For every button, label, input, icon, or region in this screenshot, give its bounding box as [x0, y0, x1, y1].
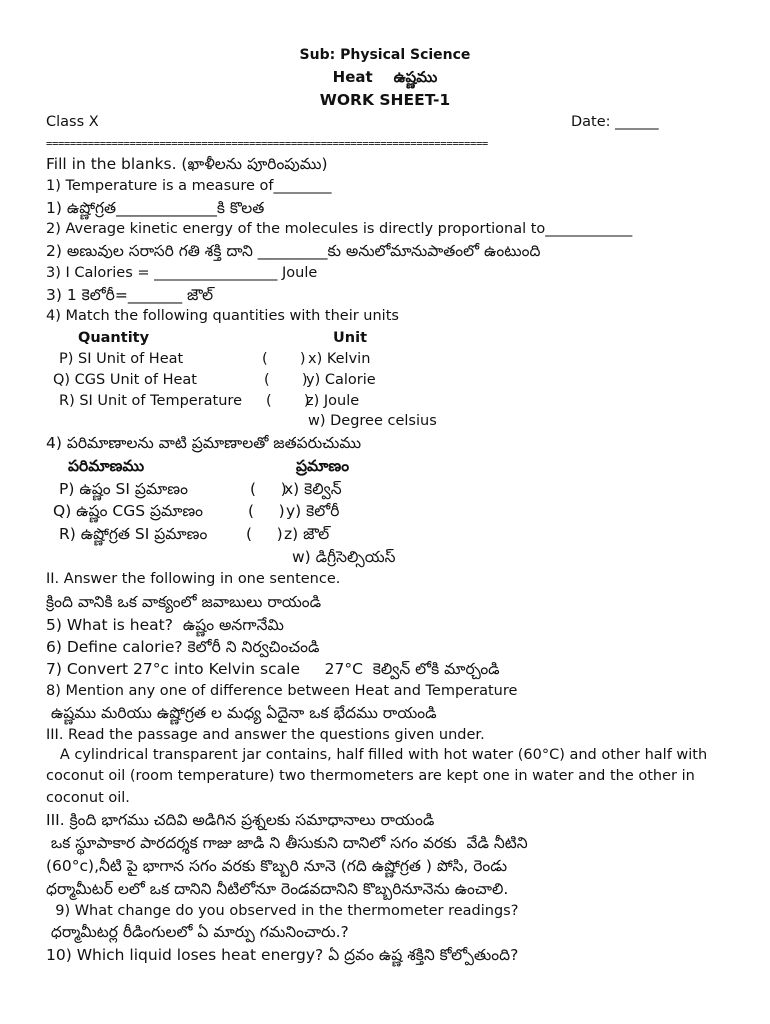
match-te-extra-unit: w) డిగ్రీసెల్సియస్: [292, 548, 396, 566]
match-te-row-p-quantity: P) ఉష్ణం SI ప్రమాణం: [59, 480, 188, 498]
match-row-p-quantity: P) SI Unit of Heat: [59, 351, 184, 367]
match-row-q-quantity: Q) CGS Unit of Heat: [53, 372, 197, 388]
section-3-heading-te: III. క్రింది భాగము చదివి అడిగిన ప్రశ్నలకు సమాధానాలు రాయండి: [46, 811, 435, 829]
section-2-heading-te: క్రింది వానికి ఒక వాక్యంలో జవాబులు రాయండి: [46, 593, 322, 611]
date-field[interactable]: Date: ______: [571, 114, 659, 130]
separator-line: ==========================================================================: [46, 138, 488, 150]
match-te-row-r-quantity: R) ఉష్ణోగ్రత SI ప్రమాణం: [59, 525, 208, 543]
match-te-header-quantity: పరిమాణము: [68, 457, 145, 475]
passage-te-line-1: ఒక స్థూపాకార పారదర్శక గాజు జాడి ని తీసుకుని దానిలో సగం వరకు వేడి నీటిని: [46, 834, 528, 852]
subject-title: Sub: Physical Science: [299, 47, 471, 63]
match-header-unit: Unit: [333, 330, 367, 346]
passage-te-line-2: (60°c),నీటి పై భాగాన సగం వరకు కొబ్బరి నూనె (గది ఉష్ణోగ్రత ) పోసి, రెండు: [46, 857, 508, 875]
question-6: 6) Define calorie? కెలోరీ ని నిర్వచించండి: [46, 638, 320, 656]
question-1-te: 1) ఉష్ణోగ్రత_____________కి కొలత: [46, 199, 265, 217]
match-te-row-q-blank[interactable]: ( ): [248, 502, 285, 520]
question-10: 10) Which liquid loses heat energy? ఏ ద్రవం ఉష్ణ శక్తిని కోల్పోతుంది?: [46, 946, 519, 964]
question-1-en: 1) Temperature is a measure of________: [46, 178, 332, 194]
question-9-te: ధర్మామీటర్ల రీడింగులలో ఏ మార్పు గమనించారు.?: [46, 923, 349, 941]
match-row-q-blank[interactable]: ( ): [264, 372, 308, 388]
worksheet-title: WORK SHEET-1: [319, 91, 451, 109]
match-te-row-p-unit: x) కెల్విన్: [284, 480, 342, 498]
match-te-row-q-quantity: Q) ఉష్ణం CGS ప్రమాణం: [53, 502, 204, 520]
match-row-r-blank[interactable]: ( ): [266, 393, 310, 409]
match-header-quantity: Quantity: [78, 330, 150, 346]
question-3-en: 3) I Calories = _________________ Joule: [46, 265, 318, 281]
match-te-row-q-unit: y) కెలోరీ: [286, 502, 340, 520]
section-3-heading: III. Read the passage and answer the questions given under.: [46, 727, 485, 743]
section-2-heading: II. Answer the following in one sentence.: [46, 571, 341, 587]
match-extra-unit: w) Degree celsius: [308, 413, 437, 429]
question-9-en: 9) What change do you observed in the thermometer readings?: [46, 903, 519, 919]
question-2-en: 2) Average kinetic energy of the molecules is directly proportional to____________: [46, 221, 633, 237]
passage-line-1: A cylindrical transparent jar contains, half filled with hot water (60°C) and other half with: [46, 747, 708, 763]
match-row-p-unit: x) Kelvin: [308, 351, 371, 367]
question-3-te: 3) 1 కెలోరీ=_______ జౌల్: [46, 286, 214, 304]
match-row-p-blank[interactable]: ( ): [262, 351, 306, 367]
passage-line-3: coconut oil.: [46, 790, 130, 806]
question-5: 5) What is heat? ఉష్ణం అనగానేమి: [46, 616, 284, 634]
question-7: 7) Convert 27°c into Kelvin scale 27°C కెల్విన్ లోకి మార్చండి: [46, 660, 500, 678]
match-row-r-quantity: R) SI Unit of Temperature: [59, 393, 242, 409]
passage-te-line-3: ధర్మామీటర్ లలో ఒక దానిని నీటిలోనూ రెండవదానిని కొబ్బరినూనెను ఉంచాలి.: [46, 880, 509, 898]
topic-title: Heat ఉష్ణము: [332, 68, 438, 86]
class-label: Class X: [46, 114, 99, 130]
question-8-te: ఉష్ణము మరియు ఉష్ణోగ్రత ల మధ్య ఏదైనా ఒక భేదము రాయండి: [46, 704, 437, 722]
question-4-te: 4) పరిమాణాలను వాటి ప్రమాణాలతో జతపరుచుము: [46, 434, 362, 452]
question-4-en: 4) Match the following quantities with their units: [46, 308, 399, 324]
fill-blanks-heading: Fill in the blanks. (ఖాళీలను పూరింపుము): [46, 155, 328, 173]
match-te-row-r-blank[interactable]: ( ): [246, 525, 283, 543]
match-row-r-unit: z) Joule: [306, 393, 360, 409]
question-8-en: 8) Mention any one of difference between Heat and Temperature: [46, 683, 518, 699]
question-2-te: 2) అణువుల సరాసరి గతి శక్తి దాని _________కు అనులోమానుపాతంలో ఉంటుంది: [46, 242, 541, 260]
passage-line-2: coconut oil (room temperature) two thermometers are kept one in water and the other in: [46, 768, 695, 784]
match-te-row-p-blank[interactable]: ( ): [250, 480, 287, 498]
match-te-row-r-unit: z) జౌల్: [284, 525, 330, 543]
match-te-header-unit: ప్రమాణం: [296, 457, 350, 475]
match-row-q-unit: y) Calorie: [306, 372, 376, 388]
